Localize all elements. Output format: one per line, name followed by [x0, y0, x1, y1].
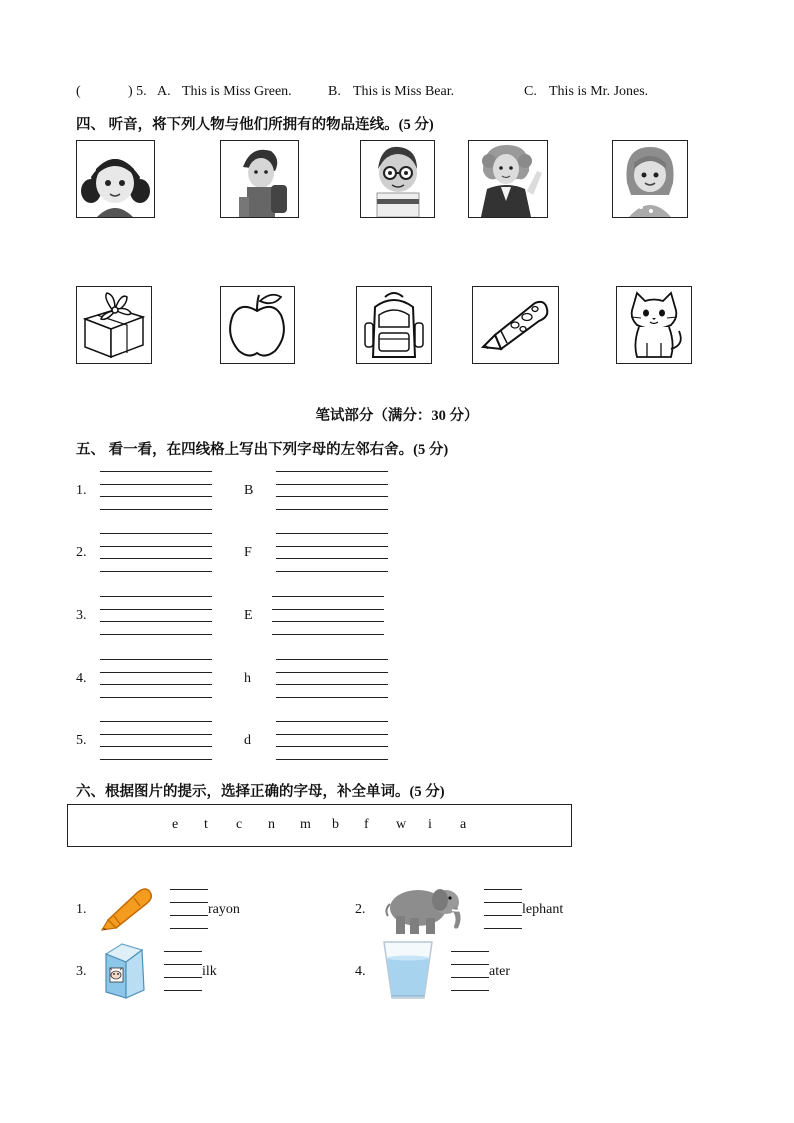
left-neighbor-four-line-grid[interactable]	[100, 596, 212, 634]
letter-bank-letter: n	[268, 817, 275, 832]
item-3-number: 3.	[76, 964, 87, 979]
item-1-number: 1.	[76, 902, 87, 917]
letter-bank-letter: c	[236, 817, 243, 832]
item-2-number: 2.	[355, 902, 366, 917]
letter-bank-letter: w	[396, 817, 407, 832]
option-b-text: This is Miss Bear.	[353, 84, 455, 99]
letter-bank-letter: i	[428, 817, 432, 832]
boy-glasses-picture	[360, 140, 435, 218]
girl-smiling-picture	[612, 140, 688, 218]
section-5-given-letter: B	[244, 483, 254, 498]
item-3-word-suffix: ilk	[202, 964, 217, 979]
answer-paren-open: (	[76, 84, 81, 99]
section-5-given-letter: F	[244, 545, 252, 560]
written-part-title: 笔试部分（满分：30 分）	[315, 408, 479, 424]
gift-box-picture	[76, 286, 152, 364]
item-1-word-suffix: rayon	[208, 902, 240, 917]
right-neighbor-four-line-grid[interactable]	[276, 721, 388, 759]
item-4-number: 4.	[355, 964, 366, 979]
option-b-letter: B.	[328, 84, 341, 99]
cat-picture	[616, 286, 692, 364]
question-number-5: ) 5.	[128, 84, 147, 99]
letter-bank-letter: a	[460, 817, 467, 832]
section-5-item-number: 1.	[76, 483, 87, 498]
option-a-letter: A.	[157, 84, 171, 99]
crayon-hint-picture	[100, 884, 156, 932]
letter-bank-letter: b	[332, 817, 339, 832]
item-3-writing-lines[interactable]	[164, 951, 202, 990]
right-neighbor-four-line-grid[interactable]	[272, 596, 384, 634]
section-5-given-letter: d	[244, 733, 251, 748]
letter-bank-letter: t	[204, 817, 208, 832]
section-5-given-letter: h	[244, 671, 251, 686]
milk-carton-hint-picture	[98, 940, 150, 1000]
boy-backpack-picture	[220, 140, 299, 218]
elephant-hint-picture	[378, 880, 470, 936]
option-c-text: This is Mr. Jones.	[549, 84, 649, 99]
right-neighbor-four-line-grid[interactable]	[276, 659, 388, 697]
letter-bank-letter: e	[172, 817, 179, 832]
left-neighbor-four-line-grid[interactable]	[100, 533, 212, 571]
school-bag-picture	[356, 286, 432, 364]
section-6-title: 六、根据图片的提示，选择正确的字母，补全单词。(5 分)	[76, 784, 445, 800]
option-a-text: This is Miss Green.	[182, 84, 292, 99]
section-4-title: 四、 听音，将下列人物与他们所拥有的物品连线。(5 分)	[76, 117, 434, 133]
letter-bank-box	[67, 804, 572, 847]
option-c-letter: C.	[524, 84, 537, 99]
left-neighbor-four-line-grid[interactable]	[100, 721, 212, 759]
woman-teacher-picture	[468, 140, 548, 218]
letter-bank-letter: m	[300, 817, 311, 832]
section-5-item-number: 4.	[76, 671, 87, 686]
right-neighbor-four-line-grid[interactable]	[276, 533, 388, 571]
section-5-given-letter: E	[244, 608, 253, 623]
section-5-item-number: 3.	[76, 608, 87, 623]
right-neighbor-four-line-grid[interactable]	[276, 471, 388, 509]
girl-pigtails-picture	[76, 140, 155, 218]
section-5-title: 五、 看一看，在四线格上写出下列字母的左邻右舍。(5 分)	[76, 442, 449, 458]
item-4-word-suffix: ater	[489, 964, 510, 979]
left-neighbor-four-line-grid[interactable]	[100, 659, 212, 697]
crayon-picture	[472, 286, 559, 364]
item-2-word-suffix: lephant	[522, 902, 564, 917]
item-1-writing-lines[interactable]	[170, 889, 208, 928]
item-2-writing-lines[interactable]	[484, 889, 522, 928]
apple-picture	[220, 286, 295, 364]
item-4-writing-lines[interactable]	[451, 951, 489, 990]
section-5-item-number: 5.	[76, 733, 87, 748]
letter-bank-letter: f	[364, 817, 369, 832]
section-5-item-number: 2.	[76, 545, 87, 560]
left-neighbor-four-line-grid[interactable]	[100, 471, 212, 509]
water-glass-hint-picture	[380, 940, 436, 1000]
